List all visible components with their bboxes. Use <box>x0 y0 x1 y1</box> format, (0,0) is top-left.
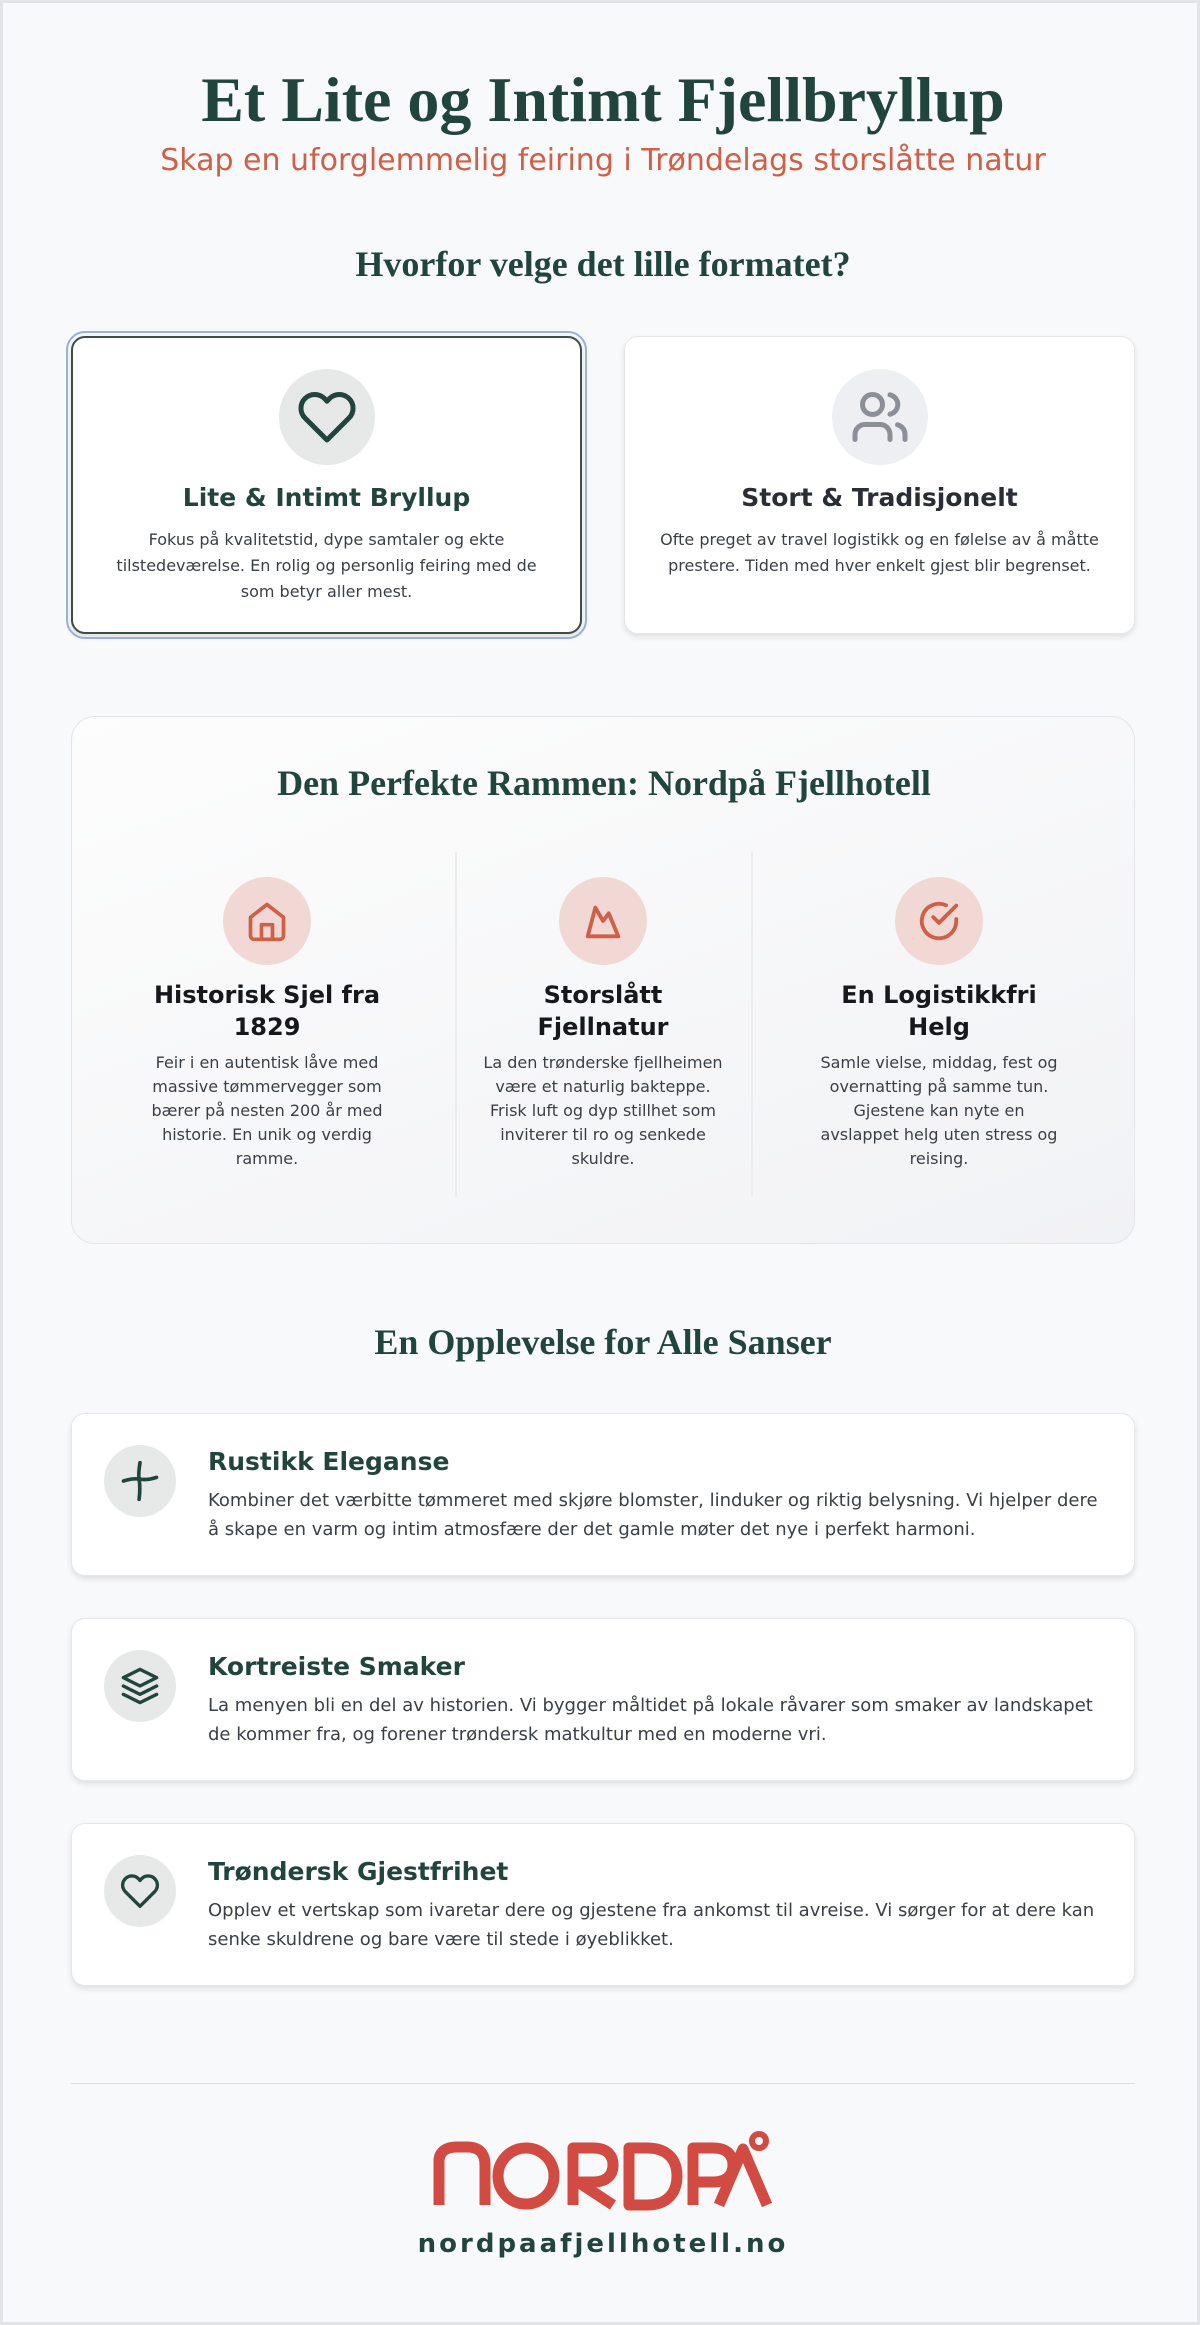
page-subtitle: Skap en uforglemmelig feiring i Trøndelags storslåtte natur <box>160 143 1046 178</box>
column-text: Samle vielse, middag, fest og overnatting på samme tun. Gjestene kan nyte en avslappet helg uten stress og reising. <box>820 1053 1058 1168</box>
feature-title: Kortreiste Smaker <box>208 1652 465 1681</box>
users-icon <box>832 369 928 465</box>
sparkle-icon <box>104 1445 176 1517</box>
frame-panel <box>71 716 1135 1244</box>
column-divider <box>455 852 457 1197</box>
footer-url[interactable]: nordpaafjellhotell.no <box>417 2229 789 2259</box>
home-icon <box>223 877 311 965</box>
feature-title: Rustikk Eleganse <box>208 1447 450 1476</box>
compare-card-intimate[interactable] <box>71 336 582 634</box>
frame-heading: Den Perfekte Rammen: Nordpå Fjellhotell <box>277 763 931 803</box>
heart-icon <box>279 369 375 465</box>
check-circle-icon <box>895 877 983 965</box>
column-title: Historisk Sjel fra 1829 <box>153 981 381 1041</box>
compare-card-text: Fokus på kvalitetstid, dype samtaler og ekte tilstedeværelse. En rolig og personlig feiring med de som betyr aller mest. <box>116 530 537 601</box>
feature-title: Trøndersk Gjestfrihet <box>208 1857 509 1886</box>
feature-card-taste <box>71 1618 1135 1781</box>
feature-text: Opplev et vertskap som ivaretar dere og gjestene fra ankomst til avreise. Vi sørger for at dere kan senke skuldrene og bare være til stede i øyeblikket. <box>208 1900 1095 1950</box>
column-divider <box>751 852 753 1197</box>
feature-text: La menyen bli en del av historien. Vi bygger måltidet på lokale råvarer som smaker av landskapet de kommer fra, og forener trøndersk matkultur med en moderne vri. <box>208 1695 1093 1745</box>
feature-column-nature <box>468 717 738 1243</box>
mountain-icon <box>559 877 647 965</box>
feature-column-history <box>132 717 402 1243</box>
column-text: La den trønderske fjellheimen være et naturlig bakteppe. Frisk luft og dyp stillhet som inviterer til ro og senkede skuldre. <box>483 1053 723 1168</box>
page-title: Et Lite og Intimt Fjellbryllup <box>201 64 1005 135</box>
feature-card-rustic <box>71 1413 1135 1576</box>
senses-heading: En Opplevelse for Alle Sanser <box>374 1322 832 1362</box>
column-title: Storslått Fjellnatur <box>537 981 669 1041</box>
heart-icon <box>104 1855 176 1927</box>
compare-card-title: Stort & Tradisjonelt <box>741 483 1018 512</box>
footer-divider <box>71 2083 1135 2084</box>
nordpa-logo <box>433 2131 773 2213</box>
feature-card-hospitality <box>71 1823 1135 1986</box>
compare-card-text: Ofte preget av travel logistikk og en følelse av å måtte prestere. Tiden med hver enkelt gjest blir begrenset. <box>660 530 1099 575</box>
column-text: Feir i en autentisk låve med massive tømmervegger som bærer på nesten 200 år med historie. En unik og verdig ramme. <box>151 1053 383 1168</box>
column-title: En Logistikkfri Helg <box>841 981 1037 1041</box>
feature-text: Kombiner det værbitte tømmeret med skjøre blomster, linduker og riktig belysning. Vi hjelper dere å skape en varm og intim atmosfære der det gamle møter det nye i perfekt harmoni. <box>208 1490 1098 1540</box>
compare-card-traditional[interactable] <box>624 336 1135 634</box>
feature-column-logistics <box>804 717 1074 1243</box>
why-heading: Hvorfor velge det lille formatet? <box>355 244 851 284</box>
compare-card-title: Lite & Intimt Bryllup <box>182 483 471 512</box>
layers-icon <box>104 1650 176 1722</box>
